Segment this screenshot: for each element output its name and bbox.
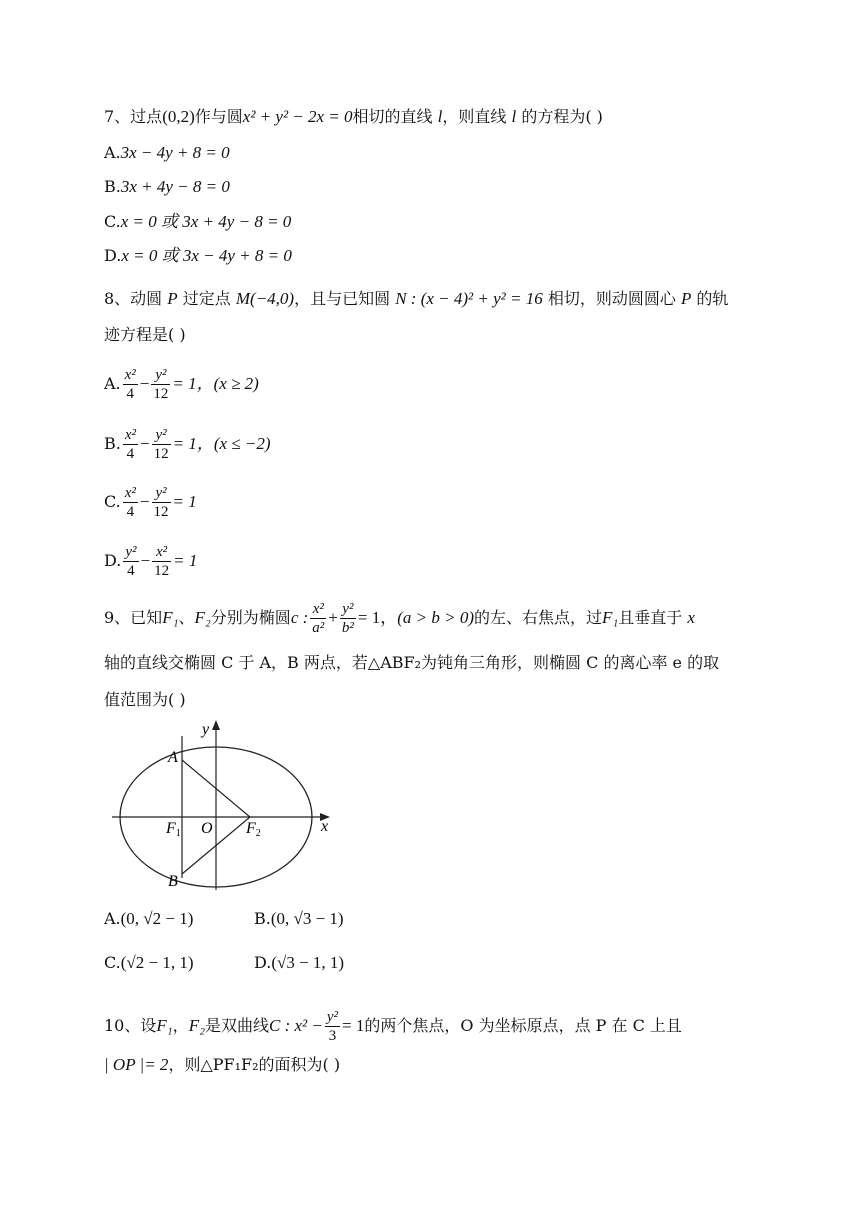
numerator: y² xyxy=(326,1009,339,1025)
option-rest: = 1，(x ≤ −2) xyxy=(172,434,271,453)
q8-text: 8、动圆 xyxy=(104,289,163,308)
numerator: y² xyxy=(152,426,171,445)
q9-option-b[interactable] xyxy=(254,909,344,929)
q9-focus-f1: F₁ xyxy=(162,608,179,627)
option-label: B. xyxy=(254,909,271,928)
q9-text: 且垂直于 xyxy=(618,608,683,627)
option-label: C. xyxy=(104,492,121,511)
option-label: C. xyxy=(104,953,121,972)
q9-options-row2 xyxy=(104,953,344,973)
q10-text: 的两个焦点，O 为坐标原点，点 P 在 C 上且 xyxy=(364,1016,682,1035)
focus-f2-label: F2 xyxy=(246,820,261,839)
denominator: b² xyxy=(341,620,354,636)
q8-text: ，且与已知圆 xyxy=(294,289,391,308)
q10-focus-f2: F₂ xyxy=(188,1016,205,1035)
fraction xyxy=(123,366,138,403)
origin-label: O xyxy=(201,820,213,837)
option-text: x = 0 或 3x + 4y − 8 = 0 xyxy=(120,212,292,231)
denominator: 12 xyxy=(153,504,169,520)
fraction xyxy=(340,600,356,637)
q9-focus-f2: F₂ xyxy=(194,608,211,627)
option-rest: = 1 xyxy=(173,551,198,570)
q8-stem-line1 xyxy=(104,289,728,309)
q7-option-b[interactable] xyxy=(104,177,230,197)
numerator: x² xyxy=(124,367,136,383)
q10-text: ， xyxy=(172,1016,189,1035)
q8-option-c[interactable]: C. $\frac{\text{x²}}{4}$ − $\frac{\text{y²}}{12}$ = 1 xyxy=(104,485,197,520)
option-text: (0, √2 − 1) xyxy=(120,909,194,928)
numerator: x² xyxy=(124,427,136,443)
option-text: 3x + 4y − 8 = 0 xyxy=(120,177,230,196)
fraction xyxy=(310,600,326,637)
q9-ellipse-label: c : xyxy=(290,608,309,627)
q8-point-p: P xyxy=(167,289,178,308)
q7-circle-equation: x² + y² − 2x = 0 xyxy=(242,107,353,126)
q7-text: 作与圆 xyxy=(194,107,243,126)
q9-text: 、 xyxy=(178,608,195,627)
fraction xyxy=(123,426,138,463)
q8-stem-line2: 迹方程是( ) xyxy=(104,325,186,344)
option-label: D. xyxy=(104,246,122,265)
focus-f1-label: F1 xyxy=(166,820,181,839)
q7-option-d[interactable] xyxy=(104,246,292,266)
denominator: 4 xyxy=(126,504,135,520)
q10-stem-line2 xyxy=(104,1055,340,1075)
q9-option-a[interactable] xyxy=(104,909,254,929)
q9-x-var: x xyxy=(687,608,695,627)
q10-hyperbola-label: C : x² − xyxy=(269,1016,323,1035)
numerator: x² xyxy=(124,485,136,501)
y-axis-arrow xyxy=(212,720,220,730)
option-text: (√2 − 1, 1) xyxy=(120,953,194,972)
q9-option-c[interactable] xyxy=(104,953,254,973)
q9-condition: (a > b > 0) xyxy=(397,608,474,627)
q9-option-d[interactable] xyxy=(254,953,344,973)
denominator: 4 xyxy=(126,446,135,462)
q7-text: 的方程为( ) xyxy=(521,107,603,126)
q7-option-c[interactable] xyxy=(104,212,291,232)
q8-text: 过定点 xyxy=(182,289,231,308)
q8-option-a[interactable]: A. $\frac{\text{x²}}{4}$ − $\frac{\text{y²}}{12}$ = 1，(x ≥ 2) xyxy=(104,367,259,402)
q10-text: 是双曲线 xyxy=(204,1016,269,1035)
denominator: 4 xyxy=(126,386,134,402)
y-axis-label: y xyxy=(202,721,210,738)
q9-stem-line1: 9、已知F₁、F₂分别为椭圆c : $\frac{\text{x²}}{\text{a²}}$ + $\frac{\text{y²}}{\text{b²}}$ = 1，(a > b > 0)的左、右焦点，过F₁且垂直于 x xyxy=(104,601,695,636)
denominator: 4 xyxy=(127,563,135,579)
q9-focus-f1: F₁ xyxy=(602,608,619,627)
option-text: (0, √3 − 1) xyxy=(270,909,344,928)
q8-option-b[interactable]: B. $\frac{\text{x²}}{4}$ − $\frac{\text{y²}}{12}$ = 1，(x ≤ −2) xyxy=(104,427,271,462)
option-text: (√3 − 1, 1) xyxy=(271,953,345,972)
q7-stem xyxy=(104,107,603,127)
q9-text: 9、已知 xyxy=(104,608,163,627)
q9-stem-line3: 值范围为( ) xyxy=(104,690,186,709)
q9-ellipse-figure xyxy=(100,712,350,892)
x-axis-label: x xyxy=(321,818,329,835)
q7-text: 相切的直线 xyxy=(352,107,433,126)
numerator: y² xyxy=(340,600,356,619)
q10-op-length: | OP |= 2 xyxy=(104,1055,169,1074)
point-b-label: B xyxy=(168,873,178,890)
fraction xyxy=(152,426,171,463)
numerator: y² xyxy=(125,544,137,560)
q8-text: 相切，则动圆圆心 xyxy=(547,289,676,308)
q9-text: 的左、右焦点，过 xyxy=(473,608,602,627)
numerator: x² xyxy=(152,543,171,562)
option-label: B. xyxy=(104,434,121,453)
q7-line-l: l xyxy=(437,107,443,126)
q8-text: 的轨 xyxy=(696,289,729,308)
fraction xyxy=(152,543,171,580)
q10-text: ，则△PF₁F₂的面积为( ) xyxy=(168,1055,341,1074)
option-rest: = 1 xyxy=(172,492,197,511)
option-label: D. xyxy=(104,551,122,570)
q10-text: = 1 xyxy=(342,1016,365,1035)
q10-text: 10、设 xyxy=(104,1016,157,1035)
fraction xyxy=(151,366,170,403)
numerator: x² xyxy=(310,600,326,619)
fraction xyxy=(152,484,171,521)
option-label: C. xyxy=(104,212,121,231)
option-label: B. xyxy=(104,177,121,196)
denominator: 12 xyxy=(154,563,170,579)
option-label: A. xyxy=(104,909,121,928)
q7-text: 7、过点 xyxy=(104,107,163,126)
numerator: y² xyxy=(152,484,171,503)
option-rest: = 1，(x ≥ 2) xyxy=(172,374,259,393)
fraction xyxy=(123,484,138,521)
q7-point: (0,2) xyxy=(162,107,195,126)
numerator: y² xyxy=(151,366,170,385)
q9-stem-line2: 轴的直线交椭圆 C 于 A，B 两点，若△ABF₂为钝角三角形，则椭圆 C 的离心率 e 的取 xyxy=(104,653,720,672)
fraction xyxy=(123,543,138,580)
q7-option-a[interactable] xyxy=(104,143,230,163)
denominator: 12 xyxy=(153,386,169,402)
option-label: A. xyxy=(104,374,121,393)
q7-text: ，则直线 xyxy=(442,107,507,126)
q9-text: 分别为椭圆 xyxy=(210,608,291,627)
point-a-label: A xyxy=(168,749,178,766)
denominator: 3 xyxy=(328,1028,337,1044)
option-text: x = 0 或 3x − 4y + 8 = 0 xyxy=(121,246,292,265)
option-label: A. xyxy=(104,143,121,162)
q10-focus-f1: F₁ xyxy=(156,1016,173,1035)
denominator: a² xyxy=(312,620,325,636)
q7-line-l: l xyxy=(511,107,517,126)
option-text: 3x − 4y + 8 = 0 xyxy=(120,143,230,162)
fraction xyxy=(325,1008,340,1045)
q9-text: = 1， xyxy=(357,608,398,627)
q8-point-p: P xyxy=(680,289,692,308)
q8-circle-n: N : (x − 4)² + y² = 16 xyxy=(395,289,543,308)
q10-stem-line1 xyxy=(104,1008,682,1045)
q9-options-row1 xyxy=(104,909,344,929)
q8-option-d[interactable]: D. $\frac{\text{y²}}{4}$ − $\frac{\text{x²}}{12}$ = 1 xyxy=(104,544,198,579)
denominator: 12 xyxy=(153,446,169,462)
q8-point-m: M(−4,0) xyxy=(235,289,295,308)
option-label: D. xyxy=(254,953,272,972)
